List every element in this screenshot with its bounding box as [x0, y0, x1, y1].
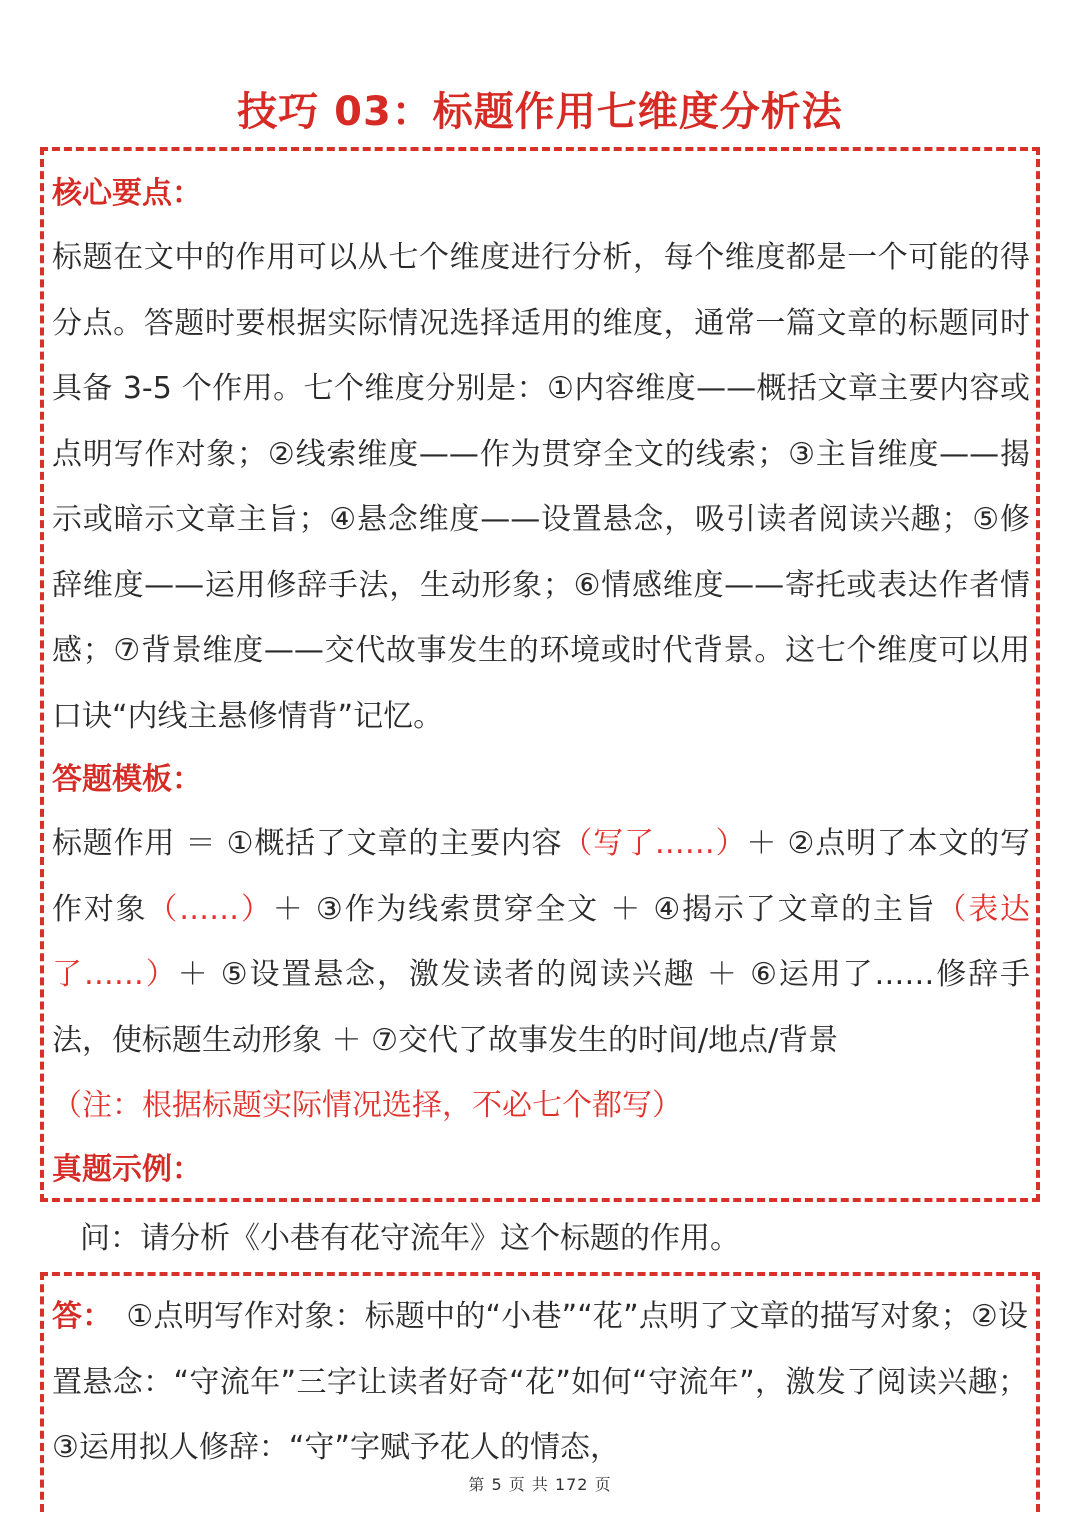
template-part-4: ＋ ⑤设置悬念，激发读者的阅读兴趣 ＋ ⑥运用了……修辞手法，使标题生动形象 ＋ ⑦交代了故事发生的时间/地点/背景 — [52, 957, 1030, 1058]
template-part-1: 标题作用 ＝ ①概括了文章的主要内容 — [52, 826, 563, 861]
template-text — [52, 811, 1030, 1073]
answer-text: ①点明写作对象：标题中的“小巷”“花”点明了文章的描写对象；②设置悬念：“守流年”三字让读者好奇“花”如何“守流年”，激发了阅读兴趣；③运用拟人修辞：“守”字赋予花人的情态， — [52, 1299, 1029, 1465]
answer-content — [52, 1284, 1028, 1481]
template-part-2: ＋ ②点明了本文的写作对象 — [52, 826, 1031, 927]
page-title: 技巧 03：标题作用七维度分析法 — [237, 89, 843, 135]
template-part-3: ＋ ③作为线索贯穿全文 ＋ ④揭示了文章的主旨 — [272, 891, 937, 927]
page-footer: 第 5 页 共 172 页 — [468, 1475, 612, 1494]
main-content — [52, 163, 1030, 1201]
template-hint-3: （表达了……） — [52, 891, 1031, 992]
core-text: 标题在文中的作用可以从七个维度进行分析，每个维度都是一个可能的得分点。答题时要根据实际情况选择适用的维度，通常一篇文章的标题同时具备 3-5 个作用。七个维度分别是：①内容维度——概括文章主要内容或点明写作对象；②线索维度——作为贯穿全文的线索；③主旨维度——揭示或暗示文章主旨；④悬念维度——设置悬念，吸引读者阅读兴趣；⑤修辞维度——运用修辞手法，生动形象；⑥情感维度——寄托或表达作者情感；⑦背景维度——交代故事发生的环境或时代背景。这七个维度可以用口诀“内线主悬修情背”记忆。 — [52, 240, 1030, 734]
example-heading: 真题示例： — [52, 1151, 202, 1187]
example-question: 问：请分析《小巷有花守流年》这个标题的作用。 — [80, 1221, 740, 1256]
template-note: （注：根据标题实际情况选择，不必七个都写） — [52, 1088, 682, 1123]
template-hint-1: （写了……） — [562, 826, 747, 861]
core-heading: 核心要点： — [52, 176, 202, 211]
answer-label: 答： — [52, 1299, 113, 1334]
main-content-box — [40, 147, 1040, 1202]
template-hint-2: （……） — [147, 891, 273, 927]
template-heading: 答题模板： — [52, 762, 202, 797]
